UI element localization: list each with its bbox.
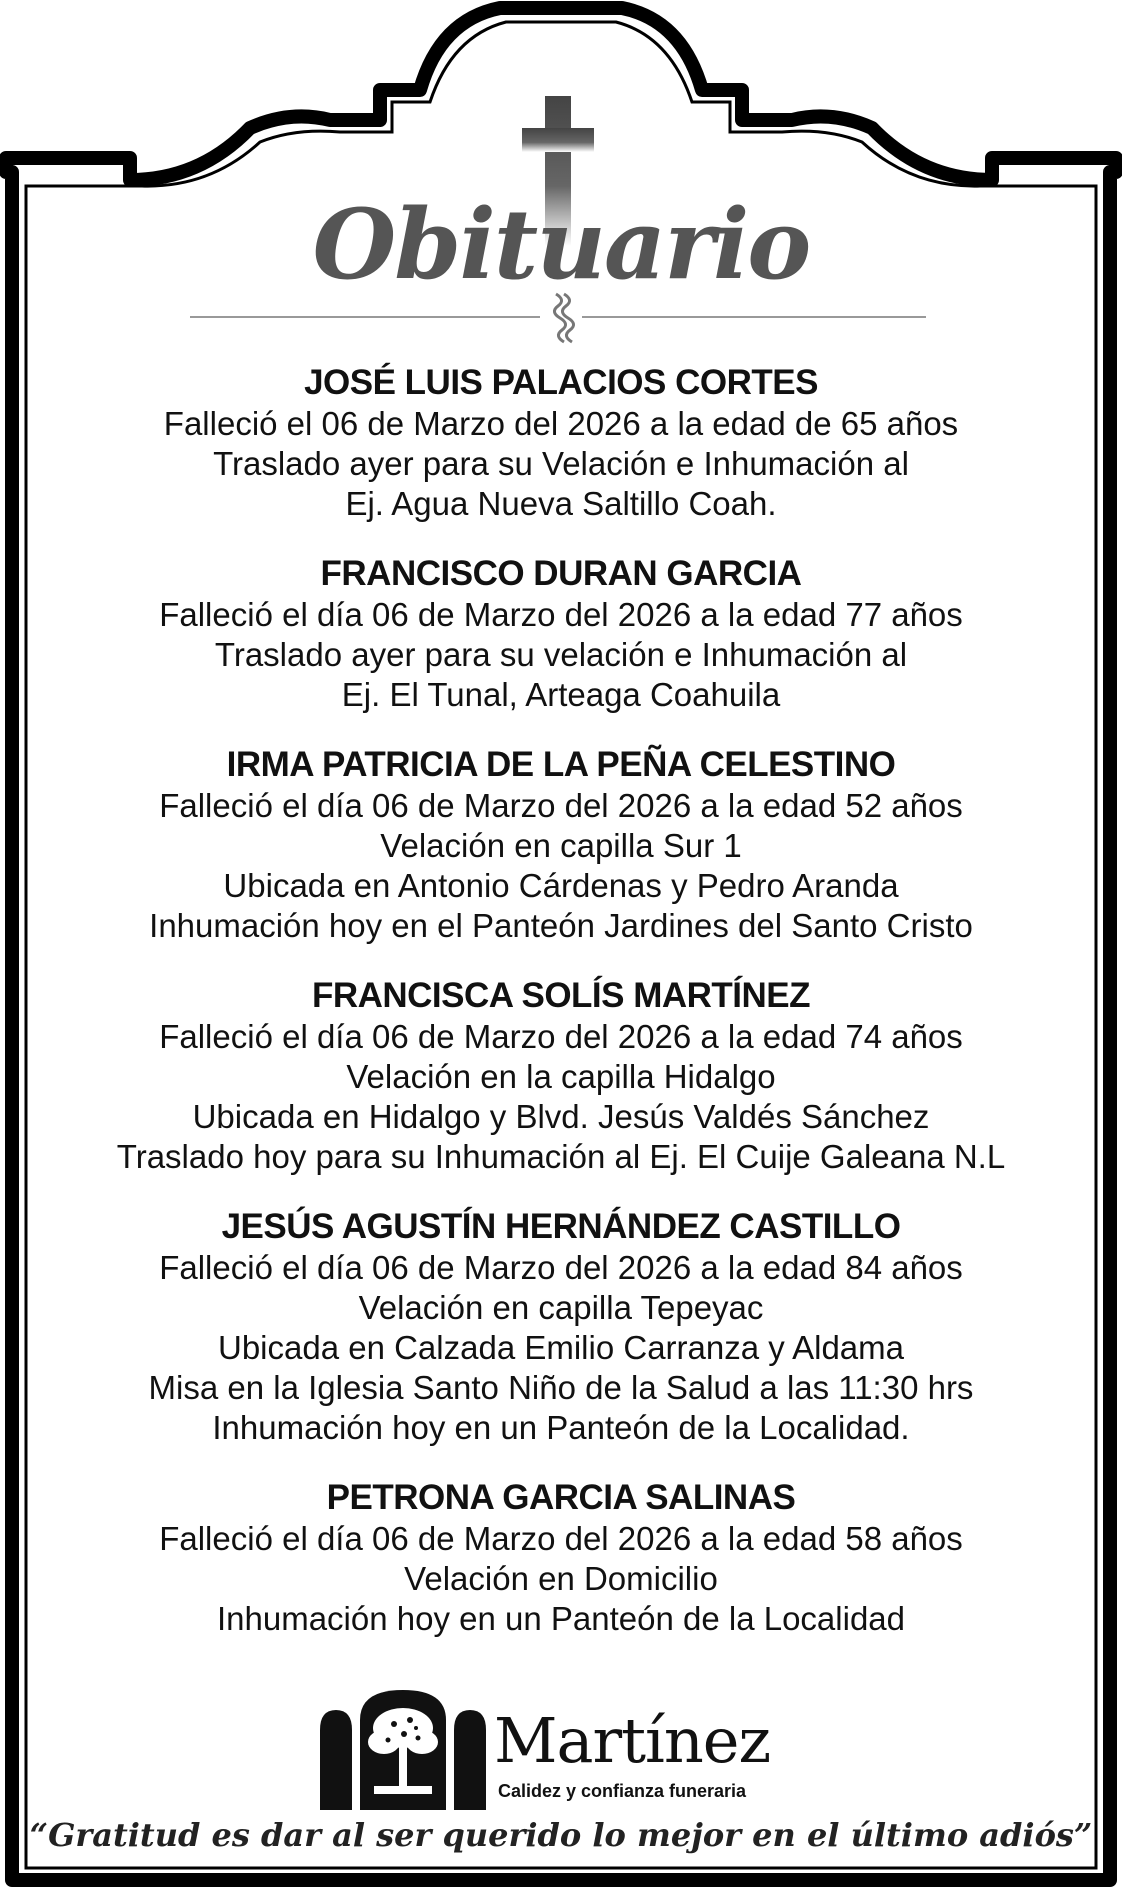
obituary-entry xyxy=(30,744,1092,946)
entry-detail-line: Ubicada en Hidalgo y Blvd. Jesús Valdés Sánchez xyxy=(192,1098,930,1135)
entry-detail-line: Traslado ayer para su Velación e Inhumación al xyxy=(213,445,909,482)
entry-detail-line: Falleció el 06 de Marzo del 2026 a la edad de 65 años xyxy=(163,405,959,442)
entry-detail-line: Ubicada en Calzada Emilio Carranza y Aldama xyxy=(217,1329,904,1366)
obituary-entry xyxy=(30,1477,1092,1639)
obituary-list xyxy=(30,362,1092,1668)
entry-detail-line: Falleció el día 06 de Marzo del 2026 a la edad 74 años xyxy=(159,1018,963,1055)
entry-detail-line: Inhumación hoy en el Panteón Jardines del Santo Cristo xyxy=(149,907,973,944)
deceased-name: IRMA PATRICIA DE LA PEÑA CELESTINO xyxy=(226,745,896,784)
entry-detail-line: Ubicada en Antonio Cárdenas y Pedro Aranda xyxy=(223,867,899,904)
page-title: Obituario xyxy=(312,188,810,301)
obituary-entry xyxy=(30,553,1092,715)
funeral-home-logo xyxy=(318,1690,818,1810)
obituary-entry xyxy=(30,1206,1092,1448)
deceased-name: FRANCISCO DURAN GARCIA xyxy=(320,554,802,593)
arch-tree-logo-icon xyxy=(318,1690,488,1810)
entry-detail-line: Falleció el día 06 de Marzo del 2026 a la edad 84 años xyxy=(159,1249,963,1286)
obituary-entry xyxy=(30,362,1092,524)
footer-quote: “Gratitud es dar al ser querido lo mejor en el último adiós” xyxy=(29,1816,1093,1854)
obituary-entry xyxy=(30,975,1092,1177)
entry-detail-line: Traslado ayer para su velación e Inhumación al xyxy=(214,636,908,673)
entry-detail-line: Ej. El Tunal, Arteaga Coahuila xyxy=(341,676,781,713)
ornament-icon xyxy=(554,294,573,342)
deceased-name: FRANCISCA SOLÍS MARTÍNEZ xyxy=(311,976,811,1015)
entry-detail-line: Inhumación hoy en un Panteón de la Localidad. xyxy=(212,1409,910,1446)
entry-detail-line: Falleció el día 06 de Marzo del 2026 a la edad 52 años xyxy=(159,787,963,824)
entry-detail-line: Falleció el día 06 de Marzo del 2026 a la edad 77 años xyxy=(159,596,963,633)
brand-name: Martínez xyxy=(494,1704,771,1777)
entry-detail-line: Velación en capilla Tepeyac xyxy=(358,1289,764,1326)
entry-detail-line: Misa en la Iglesia Santo Niño de la Salud a las 11:30 hrs xyxy=(148,1369,974,1406)
deceased-name: JESÚS AGUSTÍN HERNÁNDEZ CASTILLO xyxy=(221,1207,901,1246)
entry-detail-line: Velación en capilla Sur 1 xyxy=(380,827,742,864)
deceased-name: PETRONA GARCIA SALINAS xyxy=(326,1478,796,1517)
entry-detail-line: Velación en la capilla Hidalgo xyxy=(346,1058,776,1095)
entry-detail-line: Traslado hoy para su Inhumación al Ej. El Cuije Galeana N.L xyxy=(116,1138,1006,1175)
brand-tagline: Calidez y confianza funeraria xyxy=(498,1781,747,1801)
deceased-name: JOSÉ LUIS PALACIOS CORTES xyxy=(304,363,818,402)
entry-detail-line: Velación en Domicilio xyxy=(404,1560,718,1597)
entry-detail-line: Falleció el día 06 de Marzo del 2026 a la edad 58 años xyxy=(159,1520,963,1557)
entry-detail-line: Ej. Agua Nueva Saltillo Coah. xyxy=(345,485,777,522)
entry-detail-line: Inhumación hoy en un Panteón de la Localidad xyxy=(216,1600,906,1637)
